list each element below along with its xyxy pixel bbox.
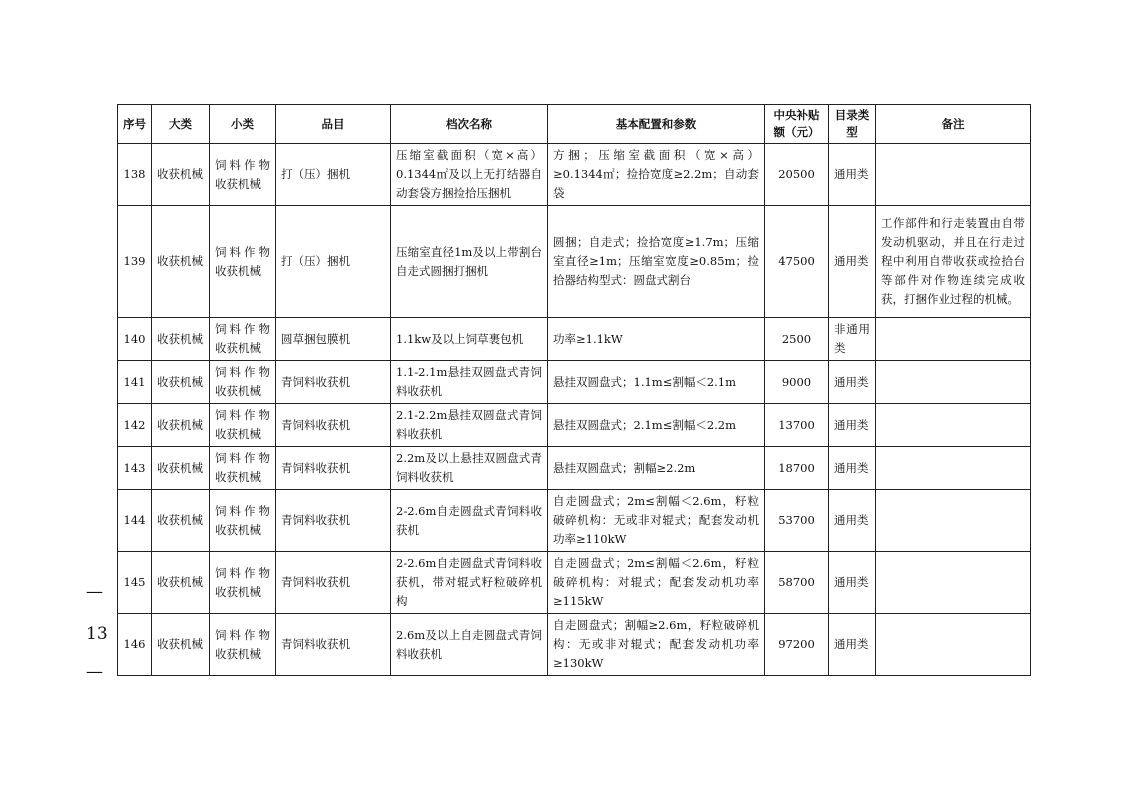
cell-subcategory: 饲料作物收获机械 xyxy=(210,361,276,404)
cell-subsidy: 9000 xyxy=(765,361,829,404)
cell-remarks xyxy=(876,144,1031,206)
cell-seq: 138 xyxy=(118,144,152,206)
cell-category: 收获机械 xyxy=(152,144,210,206)
cell-item: 青饲料收获机 xyxy=(276,447,391,490)
table-row xyxy=(118,404,1031,447)
table-row xyxy=(118,361,1031,404)
cell-config: 悬挂双圆盘式；2.1m≤割幅＜2.2m xyxy=(548,404,765,447)
header-subcategory: 小类 xyxy=(210,105,276,144)
cell-item: 青饲料收获机 xyxy=(276,361,391,404)
cell-catalog-type: 通用类 xyxy=(829,552,876,614)
page-number-dash-bottom: — xyxy=(86,662,103,682)
cell-subsidy: 47500 xyxy=(765,206,829,318)
cell-seq: 139 xyxy=(118,206,152,318)
cell-category: 收获机械 xyxy=(152,490,210,552)
table-row xyxy=(118,206,1031,318)
header-subsidy: 中央补贴额（元） xyxy=(765,105,829,144)
table-header-row xyxy=(118,105,1031,144)
cell-category: 收获机械 xyxy=(152,447,210,490)
cell-seq: 141 xyxy=(118,361,152,404)
header-seq: 序号 xyxy=(118,105,152,144)
page-number: 13 xyxy=(86,624,108,644)
table-row xyxy=(118,490,1031,552)
cell-subcategory: 饲料作物收获机械 xyxy=(210,552,276,614)
table-row xyxy=(118,318,1031,361)
cell-config: 圆捆；自走式；捡拾宽度≥1.7m；压缩室直径≥1m；压缩室宽度≥0.85m；捡拾器结构型式：圆盘式割台 xyxy=(548,206,765,318)
cell-category: 收获机械 xyxy=(152,552,210,614)
table-row xyxy=(118,144,1031,206)
cell-item: 青饲料收获机 xyxy=(276,490,391,552)
cell-catalog-type: 通用类 xyxy=(829,404,876,447)
cell-grade-name: 1.1kw及以上饲草裹包机 xyxy=(391,318,548,361)
cell-catalog-type: 通用类 xyxy=(829,614,876,676)
cell-grade-name: 2.1-2.2m悬挂双圆盘式青饲料收获机 xyxy=(391,404,548,447)
cell-subsidy: 13700 xyxy=(765,404,829,447)
cell-item: 青饲料收获机 xyxy=(276,552,391,614)
cell-seq: 146 xyxy=(118,614,152,676)
cell-subcategory: 饲料作物收获机械 xyxy=(210,447,276,490)
cell-config: 功率≥1.1kW xyxy=(548,318,765,361)
cell-remarks xyxy=(876,552,1031,614)
cell-grade-name: 2-2.6m自走圆盘式青饲料收获机 xyxy=(391,490,548,552)
cell-subcategory: 饲料作物收获机械 xyxy=(210,614,276,676)
cell-grade-name: 2.6m及以上自走圆盘式青饲料收获机 xyxy=(391,614,548,676)
cell-item: 打（压）捆机 xyxy=(276,144,391,206)
cell-subsidy: 97200 xyxy=(765,614,829,676)
page-number-dash-top: — xyxy=(86,582,103,602)
cell-catalog-type: 通用类 xyxy=(829,361,876,404)
cell-category: 收获机械 xyxy=(152,404,210,447)
cell-grade-name: 1.1-2.1m悬挂双圆盘式青饲料收获机 xyxy=(391,361,548,404)
header-config: 基本配置和参数 xyxy=(548,105,765,144)
header-catalog-type: 目录类型 xyxy=(829,105,876,144)
cell-category: 收获机械 xyxy=(152,318,210,361)
cell-grade-name: 2.2m及以上悬挂双圆盘式青饲料收获机 xyxy=(391,447,548,490)
table-row xyxy=(118,447,1031,490)
cell-remarks xyxy=(876,490,1031,552)
subsidy-table xyxy=(117,104,1031,676)
header-category: 大类 xyxy=(152,105,210,144)
cell-catalog-type: 通用类 xyxy=(829,144,876,206)
cell-config: 悬挂双圆盘式；割幅≥2.2m xyxy=(548,447,765,490)
cell-category: 收获机械 xyxy=(152,206,210,318)
cell-remarks xyxy=(876,447,1031,490)
cell-item: 圆草捆包膜机 xyxy=(276,318,391,361)
cell-remarks: 工作部件和行走装置由自带发动机驱动，并且在行走过程中利用自带收获或捡拾台等部件对作物连续完成收获，打捆作业过程的机械。 xyxy=(876,206,1031,318)
cell-seq: 144 xyxy=(118,490,152,552)
cell-catalog-type: 通用类 xyxy=(829,490,876,552)
cell-subsidy: 2500 xyxy=(765,318,829,361)
cell-subcategory: 饲料作物收获机械 xyxy=(210,206,276,318)
cell-remarks xyxy=(876,614,1031,676)
cell-remarks xyxy=(876,361,1031,404)
cell-seq: 145 xyxy=(118,552,152,614)
header-remarks: 备注 xyxy=(876,105,1031,144)
cell-catalog-type: 非通用类 xyxy=(829,318,876,361)
cell-subcategory: 饲料作物收获机械 xyxy=(210,404,276,447)
cell-item: 打（压）捆机 xyxy=(276,206,391,318)
cell-subsidy: 58700 xyxy=(765,552,829,614)
cell-remarks xyxy=(876,318,1031,361)
cell-subsidy: 20500 xyxy=(765,144,829,206)
cell-catalog-type: 通用类 xyxy=(829,206,876,318)
cell-category: 收获机械 xyxy=(152,361,210,404)
cell-item: 青饲料收获机 xyxy=(276,614,391,676)
cell-catalog-type: 通用类 xyxy=(829,447,876,490)
cell-config: 自走圆盘式；2m≤割幅＜2.6m，籽粒破碎机构：对辊式；配套发动机功率≥115kW xyxy=(548,552,765,614)
cell-seq: 142 xyxy=(118,404,152,447)
cell-subcategory: 饲料作物收获机械 xyxy=(210,144,276,206)
cell-grade-name: 压缩室截面积（宽×高）0.1344㎡及以上无打结器自动套袋方捆捡拾压捆机 xyxy=(391,144,548,206)
cell-seq: 140 xyxy=(118,318,152,361)
cell-category: 收获机械 xyxy=(152,614,210,676)
cell-subsidy: 53700 xyxy=(765,490,829,552)
cell-grade-name: 2-2.6m自走圆盘式青饲料收获机，带对辊式籽粒破碎机构 xyxy=(391,552,548,614)
cell-subcategory: 饲料作物收获机械 xyxy=(210,490,276,552)
table-row xyxy=(118,614,1031,676)
cell-subsidy: 18700 xyxy=(765,447,829,490)
header-item: 品目 xyxy=(276,105,391,144)
cell-seq: 143 xyxy=(118,447,152,490)
cell-config: 自走圆盘式；2m≤割幅＜2.6m，籽粒破碎机构：无或非对辊式；配套发动机功率≥110kW xyxy=(548,490,765,552)
cell-subcategory: 饲料作物收获机械 xyxy=(210,318,276,361)
cell-config: 悬挂双圆盘式；1.1m≤割幅＜2.1m xyxy=(548,361,765,404)
cell-remarks xyxy=(876,404,1031,447)
cell-grade-name: 压缩室直径1m及以上带割台自走式圆捆打捆机 xyxy=(391,206,548,318)
table-row xyxy=(118,552,1031,614)
cell-config: 自走圆盘式；割幅≥2.6m，籽粒破碎机构：无或非对辊式；配套发动机功率≥130kW xyxy=(548,614,765,676)
cell-config: 方捆；压缩室截面积（宽×高）≥0.1344㎡；捡拾宽度≥2.2m；自动套袋 xyxy=(548,144,765,206)
cell-item: 青饲料收获机 xyxy=(276,404,391,447)
header-grade-name: 档次名称 xyxy=(391,105,548,144)
